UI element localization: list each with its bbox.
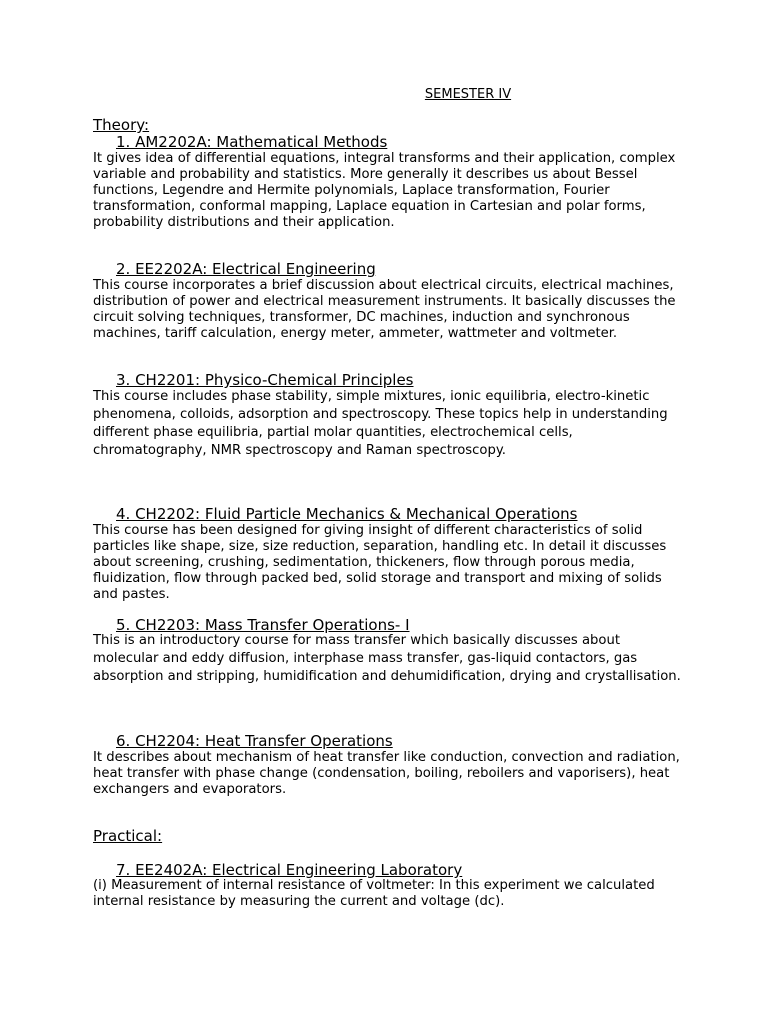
semester-title: SEMESTER IV [424,87,512,102]
course-title-6: 6. CH2204: Heat Transfer Operations [116,732,393,750]
course-description-6: It describes about mechanism of heat transfer like conduction, convection and radiation, heat transfer with phase change (condensation, boiling, reboilers and vaporisers), heat exchangers and evaporators. [93,750,680,797]
course-title-5: 5. CH2203: Mass Transfer Operations- I [116,616,410,634]
course-title-1: 1. AM2202A: Mathematical Methods [116,133,388,151]
course-title-4: 4. CH2202: Fluid Particle Mechanics & Mechanical Operations [116,505,578,523]
course-description-7: (i) Measurement of internal resistance of voltmeter: In this experiment we calculated internal resistance by measuring the current and voltage (dc). [93,878,655,909]
course-title-3: 3. CH2201: Physico-Chemical Principles [116,371,414,389]
course-description-1: It gives idea of differential equations, integral transforms and their application, complex variable and probability and statistics. More generally it describes us about Bessel functions, Legendre and Hermite polynomials, Laplace transformation, Fourier transformation, conformal mapping, Laplace equation in Cartesian and polar forms, probability distributions and their application. [93,151,676,230]
course-description-2: This course incorporates a brief discussion about electrical circuits, electrical machines, distribution of power and electrical measurement instruments. It basically discusses the circuit solving techniques, transformer, DC machines, induction and synchronous machines, tariff calculation, energy meter, ammeter, wattmeter and voltmeter. [93,278,676,341]
theory-heading: Theory: [93,116,150,134]
course-title-7: 7. EE2402A: Electrical Engineering Laboratory [116,861,463,879]
course-description-4: This course has been designed for giving insight of different characteristics of solid particles like shape, size, size reduction, separation, handling etc. In detail it discusses about screening, crushing, sedimentation, thickeners, flow through porous media, fluidization, flow through packed bed, solid storage and transport and mixing of solids and pastes. [93,523,667,602]
course-description-5: This is an introductory course for mass transfer which basically discusses about molecular and eddy diffusion, interphase mass transfer, gas-liquid contactors, gas absorption and stripping, humidification and dehumidification, drying and crystallisation. [93,633,681,684]
practical-heading: Practical: [93,827,163,845]
course-title-2: 2. EE2202A: Electrical Engineering [116,260,376,278]
course-description-3: This course includes phase stability, simple mixtures, ionic equilibria, electro-kinetic phenomena, colloids, adsorption and spectroscopy. These topics help in understanding different phase equilibria, partial molar quantities, electrochemical cells, chromatography, NMR spectroscopy and Raman spectroscopy. [93,389,668,458]
